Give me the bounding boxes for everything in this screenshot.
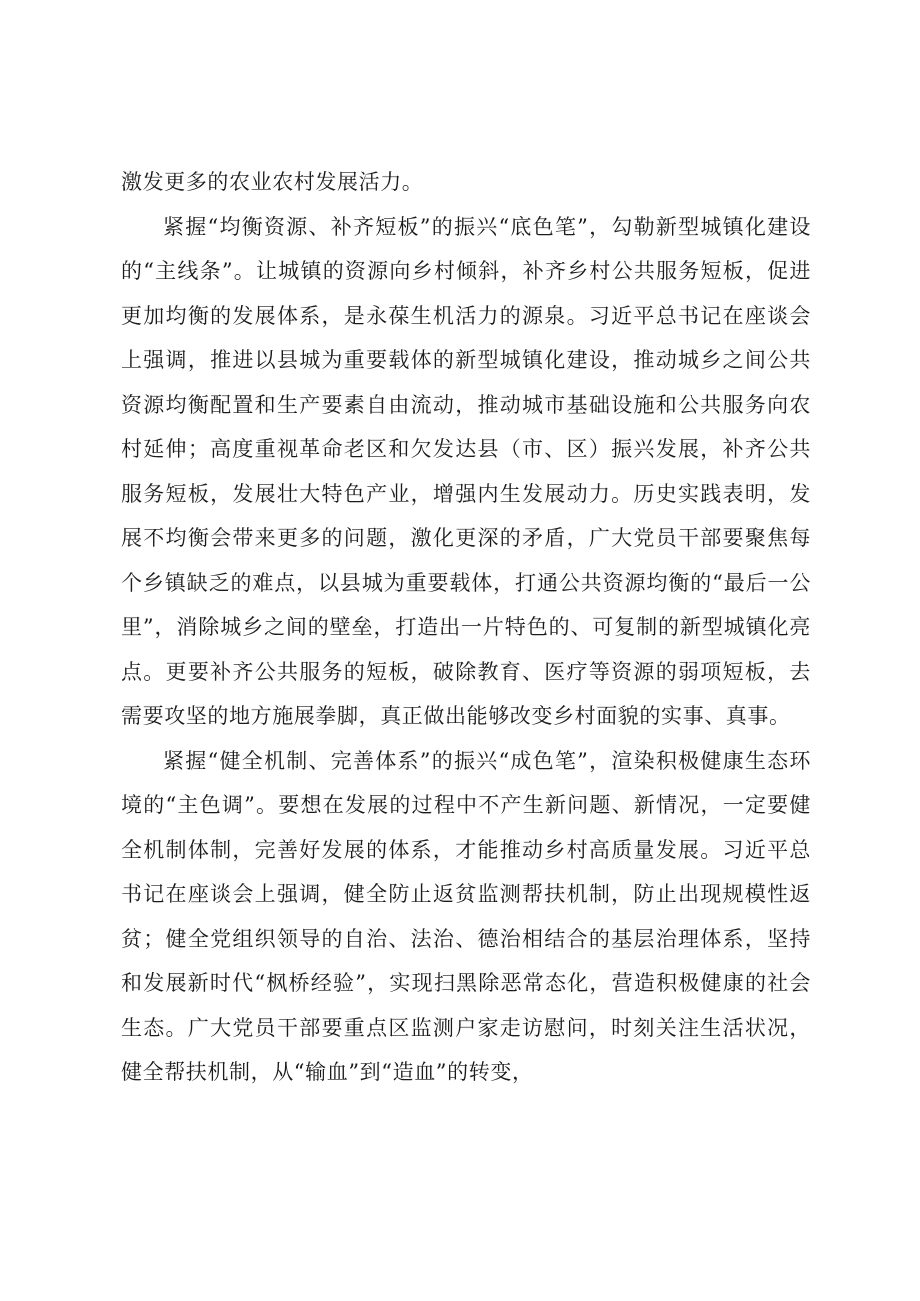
paragraph-1: 激发更多的农业农村发展活力。 bbox=[121, 170, 424, 194]
paragraph-3: 紧握“健全机制、完善体系”的振兴“成色笔”，渲染积极健康生态环境的“主色调”。要想在发展的过程中不产生新问题、新情况，一定要健全机制体制，完善好发展的体系，才能推动乡村高质量发展。习近平总书记在座谈会上强调，健全防止返贫监测帮扶机制，防止出现规模性返贫；健全党组织领导的自治、法治、德治相结合的基层治理体系，坚持和发展新时代“枫桥经验”，实现扫黑除恶常态化，营造积极健康的社会生态。广大党员干部要重点区监测户家走访慰问，时刻关注生活状况，健全帮扶机制，从“输血”到“造血”的转变， bbox=[121, 748, 811, 1084]
document-body bbox=[121, 160, 811, 1095]
paragraph-2: 紧握“均衡资源、补齐短板”的振兴“底色笔”，勾勒新型城镇化建设的“主线条”。让城镇的资源向乡村倾斜，补齐乡村公共服务短板，促进更加均衡的发展体系，是永葆生机活力的源泉。习近平总书记在座谈会上强调，推进以县城为重要载体的新型城镇化建设，推动城乡之间公共资源均衡配置和生产要素自由流动，推动城市基础设施和公共服务向农村延伸；高度重视革命老区和欠发达县（市、区）振兴发展，补齐公共服务短板，发展壮大特色产业，增强内生发展动力。历史实践表明，发展不均衡会带来更多的问题，激化更深的矛盾，广大党员干部要聚焦每个乡镇缺乏的难点，以县城为重要载体，打通公共资源均衡的“最后一公里”，消除城乡之间的壁垒，打造出一片特色的、可复制的新型城镇化亮点。更要补齐公共服务的短板，破除教育、医疗等资源的弱项短板，去需要攻坚的地方施展拳脚，真正做出能够改变乡村面貌的实事、真事。 bbox=[121, 214, 811, 728]
